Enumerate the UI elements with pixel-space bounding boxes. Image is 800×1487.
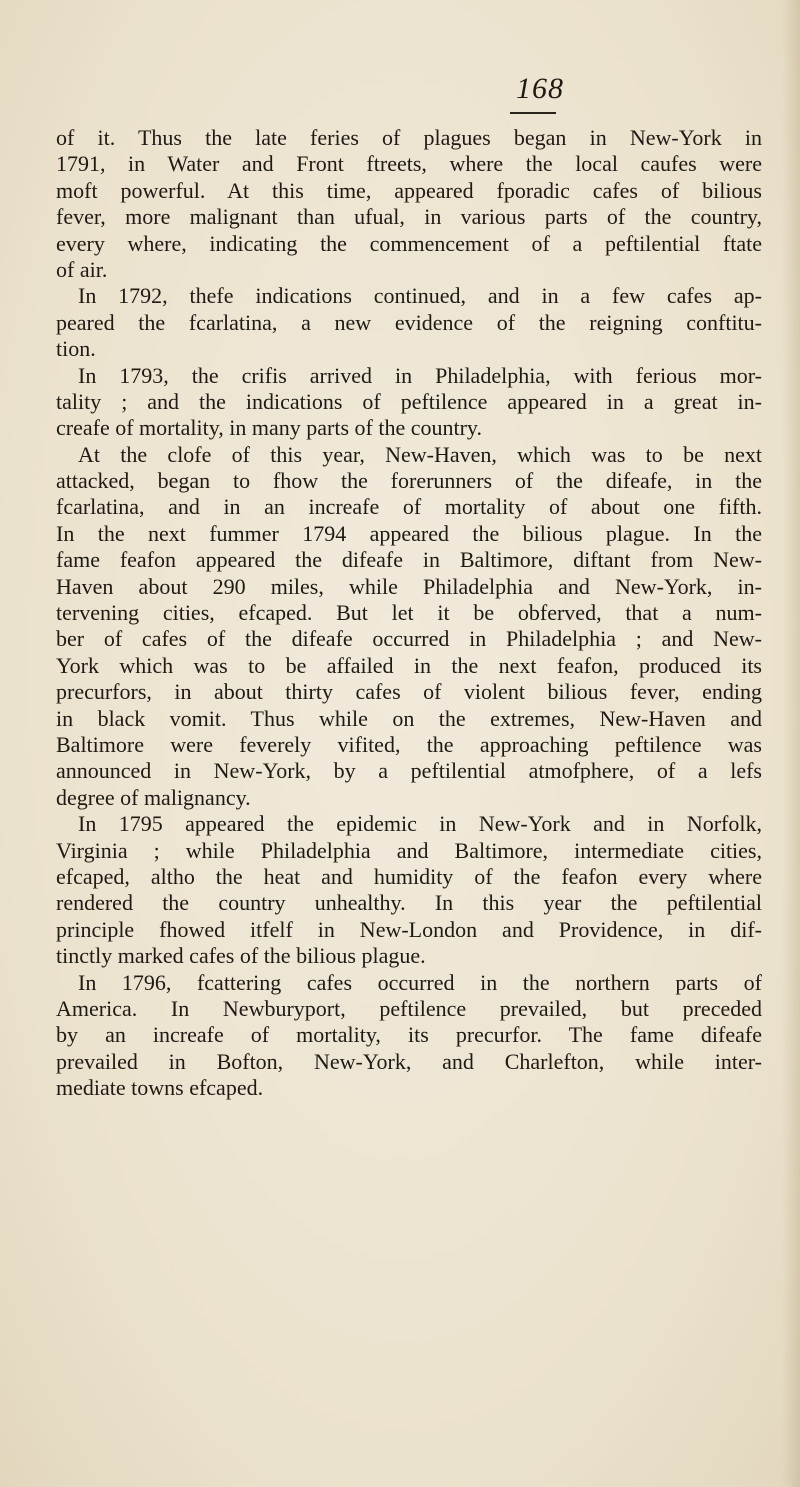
text-line: In 1793, the crifis arrived in Philadelphia, with ferious mor- [78,362,762,388]
text-line: of it. Thus the late feries of plagues began in New-York in [56,125,762,150]
text-line: 1791, in Water and Front ftreets, where the local caufes were [56,151,762,177]
text-line: creafe of mortality, in many parts of the country. [56,415,482,441]
text-line: of air. [56,256,108,282]
text-line: attacked, began to fhow the forerunners of the difeafe, in the [56,468,762,494]
text-line: tality ; and the indications of peftilence appeared in a great in- [56,388,762,414]
text-line: fcarlatina, and in an increafe of mortality of about one fifth. [56,494,762,520]
text-line: every where, indicating the commencement of a peftilential ftate [56,230,762,256]
text-line: Virginia ; while Philadelphia and Baltimore, intermediate cities, [56,837,762,863]
text-line: precurfors, in about thirty cafes of violent bilious fever, ending [56,679,762,705]
text-line: announced in New-York, by a peftilential atmofphere, of a lefs [56,758,762,784]
text-line: tinctly marked cafes of the bilious plague. [56,943,426,969]
header-rule [510,112,556,114]
text-line: by an increafe of mortality, its precurfor. The fame difeafe [56,1022,762,1048]
text-line: At the clofe of this year, New-Haven, which was to be next [78,441,762,467]
body-text [56,125,762,1101]
text-line: In 1795 appeared the epidemic in New-York and in Norfolk, [78,811,762,837]
text-line: In 1792, thefe indications continued, and in a few cafes ap- [78,283,762,309]
text-line: efcaped, altho the heat and humidity of the feafon every where [56,863,762,889]
text-line: moft powerful. At this time, appeared fporadic cafes of bilious [56,177,762,203]
text-line: Baltimore were feverely vifited, the approaching peftilence was [56,731,762,757]
text-line: fame feafon appeared the difeafe in Baltimore, diftant from New- [56,547,762,573]
text-line: in black vomit. Thus while on the extremes, New-Haven and [56,705,762,731]
text-line: rendered the country unhealthy. In this year the peftilential [56,890,762,916]
text-line: Haven about 290 miles, while Philadelphia and New-York, in- [56,573,762,599]
text-line: tion. [56,336,96,362]
text-line: In the next fummer 1794 appeared the bilious plague. In the [56,520,762,546]
text-line: degree of malignancy. [56,784,251,810]
text-line: fever, more malignant than ufual, in various parts of the country, [56,204,762,230]
text-line: America. In Newburyport, peftilence prevailed, but preceded [56,995,762,1021]
text-line: ber of cafes of the difeafe occurred in Philadelphia ; and New- [56,626,762,652]
text-line: In 1796, fcattering cafes occurred in the northern parts of [78,969,762,995]
text-line: mediate towns efcaped. [56,1075,264,1101]
text-line: York which was to be affailed in the next feafon, produced its [56,652,762,678]
page-number: 168 [516,72,564,105]
text-line: prevailed in Bofton, New-York, and Charlefton, while inter- [56,1048,762,1074]
page-edge-shadow [782,0,800,1487]
text-line: principle fhowed itfelf in New-London and Providence, in dif- [56,916,762,942]
text-line: tervening cities, efcaped. But let it be obferved, that a num- [56,600,762,626]
text-line: peared the fcarlatina, a new evidence of the reigning conftitu- [56,309,762,335]
